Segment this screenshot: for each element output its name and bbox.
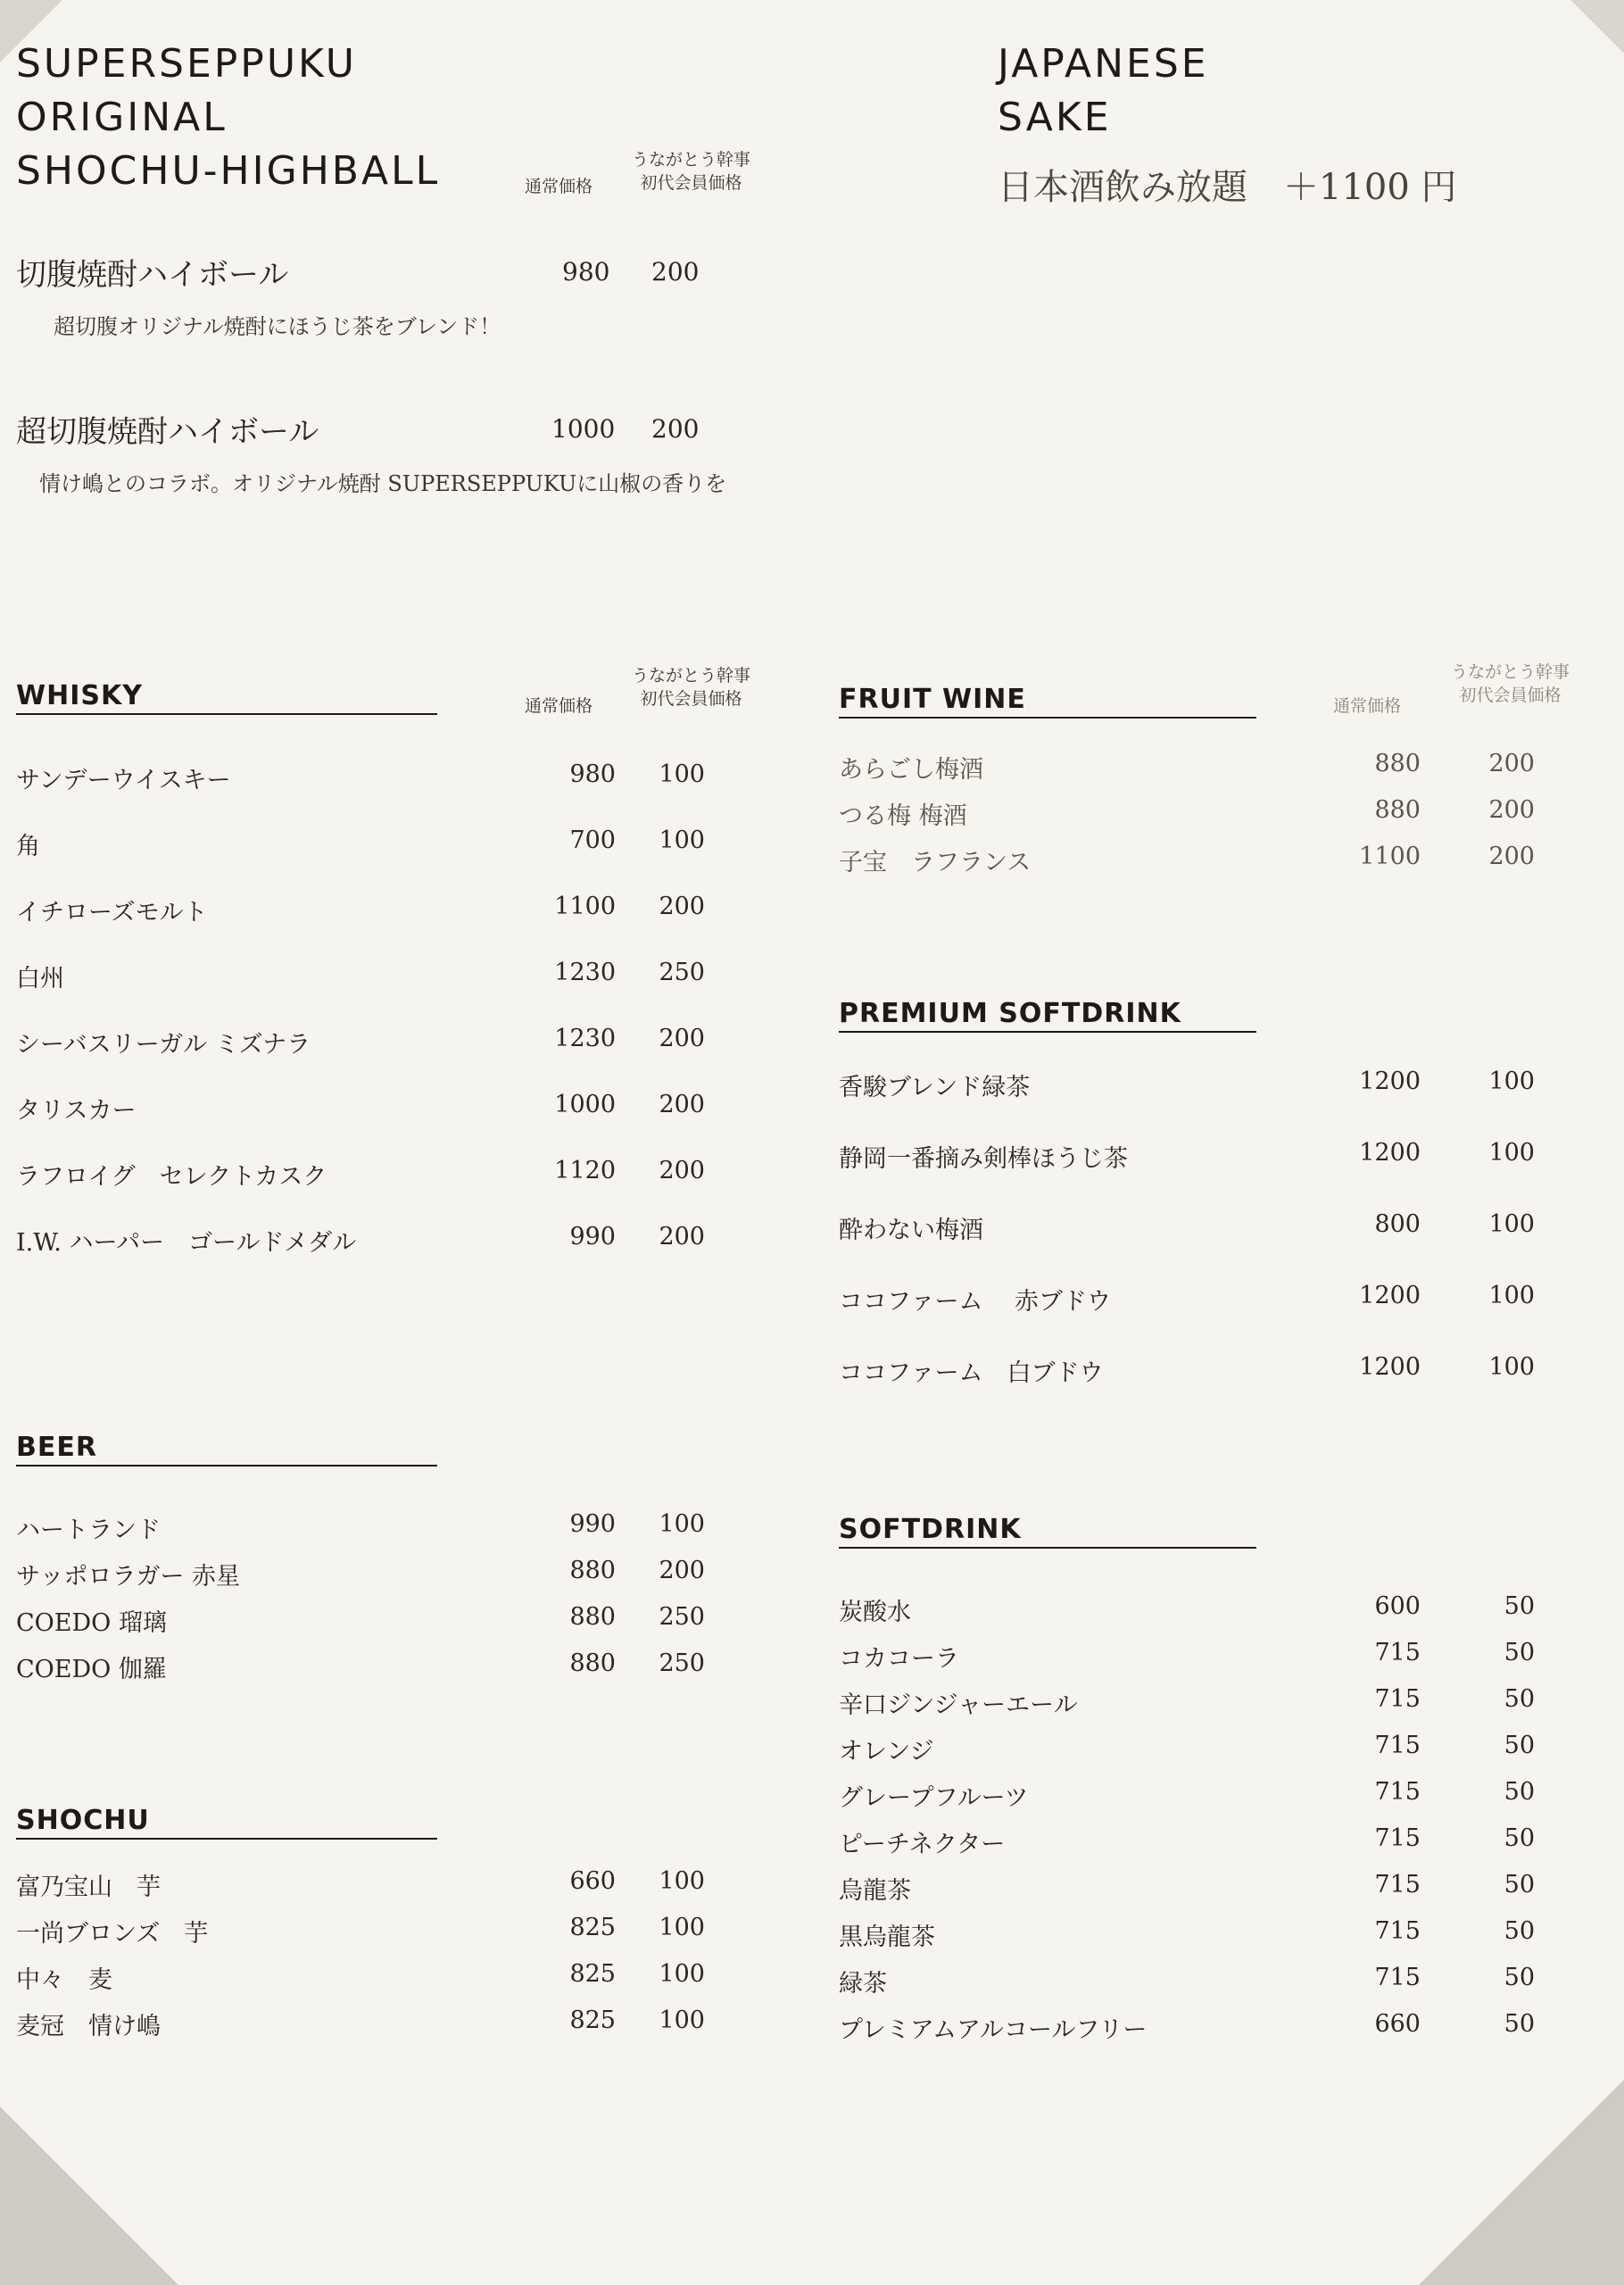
menu-item-row	[839, 1139, 1544, 1175]
menu-item-name: 炭酸水	[839, 1599, 911, 1626]
menu-item-name: ラフロイグ セレクトカスク	[16, 1163, 327, 1191]
menu-item-row	[16, 1091, 714, 1126]
menu-item-price: 990	[569, 1223, 616, 1251]
menu-item-row	[16, 827, 714, 862]
menu-item-name: プレミアムアルコールフリー	[839, 2016, 1148, 2044]
menu-item-row	[839, 843, 1544, 878]
menu-item-member-price: 50	[1504, 1871, 1535, 1899]
highball-item-price: 980	[562, 257, 610, 287]
fruitwine-col-regular: 通常価格	[1333, 696, 1402, 716]
section-title-fruit-wine: FRUIT WINE	[839, 684, 1256, 719]
menu-item-row	[839, 1282, 1544, 1317]
menu-item-price: 715	[1374, 1639, 1421, 1666]
menu-item-row	[16, 1603, 714, 1639]
menu-item-member-price: 50	[1504, 1778, 1535, 1806]
col-member-line: うながとう幹事	[632, 666, 751, 686]
menu-item-name: 中々 麦	[16, 1966, 112, 1994]
col-member-line: うながとう幹事	[632, 150, 751, 170]
menu-item-price: 800	[1374, 1210, 1421, 1238]
menu-item-name: 白州	[16, 965, 64, 993]
menu-item-price: 700	[569, 827, 616, 854]
menu-item-member-price: 250	[659, 1603, 705, 1631]
menu-item-name: つる梅 梅酒	[839, 802, 967, 830]
menu-item-member-price: 50	[1504, 1917, 1535, 1945]
menu-item-name: シーバスリーガル ミズナラ	[16, 1031, 311, 1059]
menu-item-price: 715	[1374, 1964, 1421, 1991]
sake-title-line: SAKE	[998, 95, 1112, 140]
menu-item-row	[839, 1068, 1544, 1103]
section-title-shochu: SHOCHU	[16, 1805, 437, 1840]
menu-item-price: 715	[1374, 1778, 1421, 1806]
whisky-col-member	[632, 664, 750, 710]
menu-item-row	[16, 893, 714, 928]
menu-item-price: 1230	[554, 1025, 616, 1052]
menu-item-price: 1200	[1359, 1353, 1421, 1381]
menu-item-member-price: 50	[1504, 1685, 1535, 1713]
menu-item-member-price: 100	[659, 1960, 705, 1988]
corner-tab	[1570, 0, 1624, 54]
menu-item-row	[839, 1964, 1544, 1999]
menu-item-member-price: 200	[1488, 843, 1535, 870]
menu-item-member-price: 50	[1504, 1732, 1535, 1759]
menu-item-member-price: 200	[659, 1557, 705, 1584]
highball-item-desc: 情け嶋とのコラボ。オリジナル焼酎 SUPERSEPPUKUに山椒の香りを	[39, 471, 727, 496]
corner-tab	[0, 2106, 178, 2285]
menu-item-price: 880	[1374, 750, 1421, 777]
menu-item-name: 一尚ブロンズ 芋	[16, 1920, 209, 1948]
menu-item-price: 880	[1374, 796, 1421, 824]
highball-col-regular: 通常価格	[525, 177, 593, 196]
menu-item-name: ハートランド	[16, 1516, 161, 1544]
menu-item-name: ココファーム 白ブドウ	[839, 1359, 1104, 1387]
menu-item-row	[16, 760, 714, 796]
highball-title-line: ORIGINAL	[16, 95, 228, 140]
menu-item-member-price: 200	[659, 1025, 705, 1052]
menu-item-price: 1120	[554, 1157, 616, 1184]
menu-item-name: ココファーム 赤ブドウ	[839, 1288, 1112, 1316]
menu-item-member-price: 100	[659, 2007, 705, 2034]
menu-item-row	[16, 1157, 714, 1192]
menu-item-name: サッポロラガー 赤星	[16, 1563, 241, 1591]
menu-item-price: 715	[1374, 1871, 1421, 1899]
menu-item-name: サンデーウイスキー	[16, 767, 231, 794]
menu-item-name: 麦冠 情け嶋	[16, 2013, 161, 2040]
menu-item-member-price: 200	[1488, 796, 1535, 824]
menu-item-name: 辛口ジンジャーエール	[839, 1691, 1078, 1719]
menu-item-price: 880	[569, 1603, 616, 1631]
menu-item-row	[839, 1639, 1544, 1674]
menu-item-price: 990	[569, 1510, 616, 1538]
menu-item-price: 1200	[1359, 1068, 1421, 1095]
highball-item-name: 切腹焼酎ハイボール	[16, 257, 289, 293]
highball-item-name: 超切腹焼酎ハイボール	[16, 414, 319, 450]
sake-title	[998, 37, 1209, 145]
menu-item-price: 715	[1374, 1732, 1421, 1759]
menu-item-row	[839, 1778, 1544, 1814]
menu-item-name: オレンジ	[839, 1738, 934, 1766]
highball-item-member-price: 200	[651, 257, 700, 287]
highball-item-member-price: 200	[651, 414, 700, 444]
menu-item-row	[839, 1210, 1544, 1246]
menu-item-row	[16, 1510, 714, 1546]
menu-item-row	[16, 1960, 714, 1996]
menu-item-price: 660	[1374, 2010, 1421, 2038]
menu-item-price: 980	[569, 760, 616, 788]
section-title-beer: BEER	[16, 1432, 437, 1467]
menu-item-name: 緑茶	[839, 1970, 887, 1998]
menu-item-member-price: 100	[1488, 1139, 1535, 1167]
menu-item-member-price: 100	[1488, 1282, 1535, 1309]
menu-item-member-price: 100	[659, 760, 705, 788]
section-title-whisky: WHISKY	[16, 680, 437, 715]
menu-item-name: タリスカー	[16, 1097, 137, 1125]
menu-item-member-price: 100	[1488, 1068, 1535, 1095]
menu-item-row	[16, 1025, 714, 1060]
menu-item-price: 1000	[554, 1091, 616, 1118]
menu-item-member-price: 50	[1504, 1592, 1535, 1620]
menu-item-row	[839, 750, 1544, 785]
menu-item-member-price: 100	[659, 827, 705, 854]
menu-item-price: 1230	[554, 959, 616, 986]
menu-item-name: COEDO 瑠璃	[16, 1609, 167, 1637]
highball-item-desc: 超切腹オリジナル焼酎にほうじ茶をブレンド！	[54, 314, 501, 339]
menu-item-row	[839, 1685, 1544, 1721]
menu-item-name: あらごし梅酒	[839, 756, 983, 784]
menu-item-price: 825	[569, 2007, 616, 2034]
col-member-line: 初代会員価格	[640, 173, 742, 193]
menu-item-member-price: 200	[659, 1223, 705, 1251]
menu-item-row	[839, 1353, 1544, 1389]
menu-item-row	[839, 1917, 1544, 1953]
menu-item-row	[839, 1824, 1544, 1860]
menu-item-row	[16, 1557, 714, 1592]
highball-col-member	[632, 148, 750, 195]
menu-item-name: イチローズモルト	[16, 899, 208, 926]
menu-item-member-price: 250	[659, 1649, 705, 1677]
menu-item-name: 烏龍茶	[839, 1877, 911, 1905]
menu-item-price: 1100	[1359, 843, 1421, 870]
menu-item-member-price: 50	[1504, 1639, 1535, 1666]
highball-title-line: SHOCHU-HIGHBALL	[16, 148, 441, 194]
col-member-line: 初代会員価格	[1459, 686, 1562, 705]
section-title-softdrink: SOFTDRINK	[839, 1514, 1256, 1549]
menu-item-row	[839, 1732, 1544, 1767]
highball-title	[16, 37, 440, 198]
menu-item-row	[839, 1592, 1544, 1628]
menu-item-price: 715	[1374, 1824, 1421, 1852]
menu-item-member-price: 50	[1504, 1964, 1535, 1991]
menu-item-member-price: 100	[659, 1510, 705, 1538]
menu-item-member-price: 100	[1488, 1210, 1535, 1238]
menu-item-member-price: 200	[1488, 750, 1535, 777]
menu-item-name: 角	[16, 833, 40, 860]
menu-item-member-price: 100	[659, 1867, 705, 1895]
menu-item-name: 子宝 ラフランス	[839, 849, 1032, 877]
menu-item-name: コカコーラ	[839, 1645, 959, 1673]
menu-item-price: 1100	[554, 893, 616, 920]
col-member-line: 初代会員価格	[640, 689, 742, 709]
fruitwine-col-member	[1451, 661, 1570, 707]
menu-item-price: 1200	[1359, 1282, 1421, 1309]
menu-item-price: 715	[1374, 1917, 1421, 1945]
menu-item-row	[839, 796, 1544, 832]
menu-item-name: COEDO 伽羅	[16, 1656, 167, 1683]
highball-item-price: 1000	[551, 414, 616, 444]
menu-item-name: 酔わない梅酒	[839, 1217, 983, 1244]
menu-item-member-price: 50	[1504, 1824, 1535, 1852]
menu-item-name: ピーチネクター	[839, 1831, 1006, 1858]
menu-item-name: 静岡一番摘み剣棒ほうじ茶	[839, 1145, 1128, 1173]
menu-item-member-price: 250	[659, 959, 705, 986]
col-member-line: うながとう幹事	[1451, 662, 1570, 682]
menu-item-price: 660	[569, 1867, 616, 1895]
menu-item-name: I.W. ハーパー ゴールドメダル	[16, 1229, 357, 1257]
menu-item-price: 600	[1374, 1592, 1421, 1620]
menu-item-member-price: 100	[659, 1914, 705, 1941]
sake-nomihoudai: 日本酒飲み放題 ＋1100 円	[998, 167, 1457, 208]
menu-item-row	[16, 1649, 714, 1685]
whisky-col-regular: 通常価格	[525, 696, 593, 716]
menu-item-price: 1200	[1359, 1139, 1421, 1167]
menu-item-row	[16, 1914, 714, 1949]
menu-item-row	[16, 959, 714, 994]
menu-item-member-price: 100	[1488, 1353, 1535, 1381]
menu-item-price: 825	[569, 1960, 616, 1988]
menu-item-price: 825	[569, 1914, 616, 1941]
menu-item-price: 880	[569, 1557, 616, 1584]
menu-item-name: グレープフルーツ	[839, 1784, 1029, 1812]
menu-item-row	[16, 1223, 714, 1259]
menu-item-name: 香駿ブレンド緑茶	[839, 1074, 1031, 1101]
menu-item-name: 黒烏龍茶	[839, 1924, 935, 1951]
menu-item-member-price: 50	[1504, 2010, 1535, 2038]
menu-item-name: 富乃宝山 芋	[16, 1874, 161, 1901]
menu-item-row	[16, 2007, 714, 2042]
highball-title-line: SUPERSEPPUKU	[16, 41, 357, 87]
menu-item-member-price: 200	[659, 893, 705, 920]
menu-item-row	[839, 2010, 1544, 2046]
section-title-premium-softdrink: PREMIUM SOFTDRINK	[839, 998, 1256, 1033]
menu-item-price: 880	[569, 1649, 616, 1677]
menu-item-price: 715	[1374, 1685, 1421, 1713]
menu-item-member-price: 200	[659, 1091, 705, 1118]
menu-item-row	[16, 1867, 714, 1903]
menu-item-row	[839, 1871, 1544, 1907]
corner-tab	[1419, 2080, 1624, 2285]
sake-title-line: JAPANESE	[998, 41, 1209, 87]
menu-item-member-price: 200	[659, 1157, 705, 1184]
